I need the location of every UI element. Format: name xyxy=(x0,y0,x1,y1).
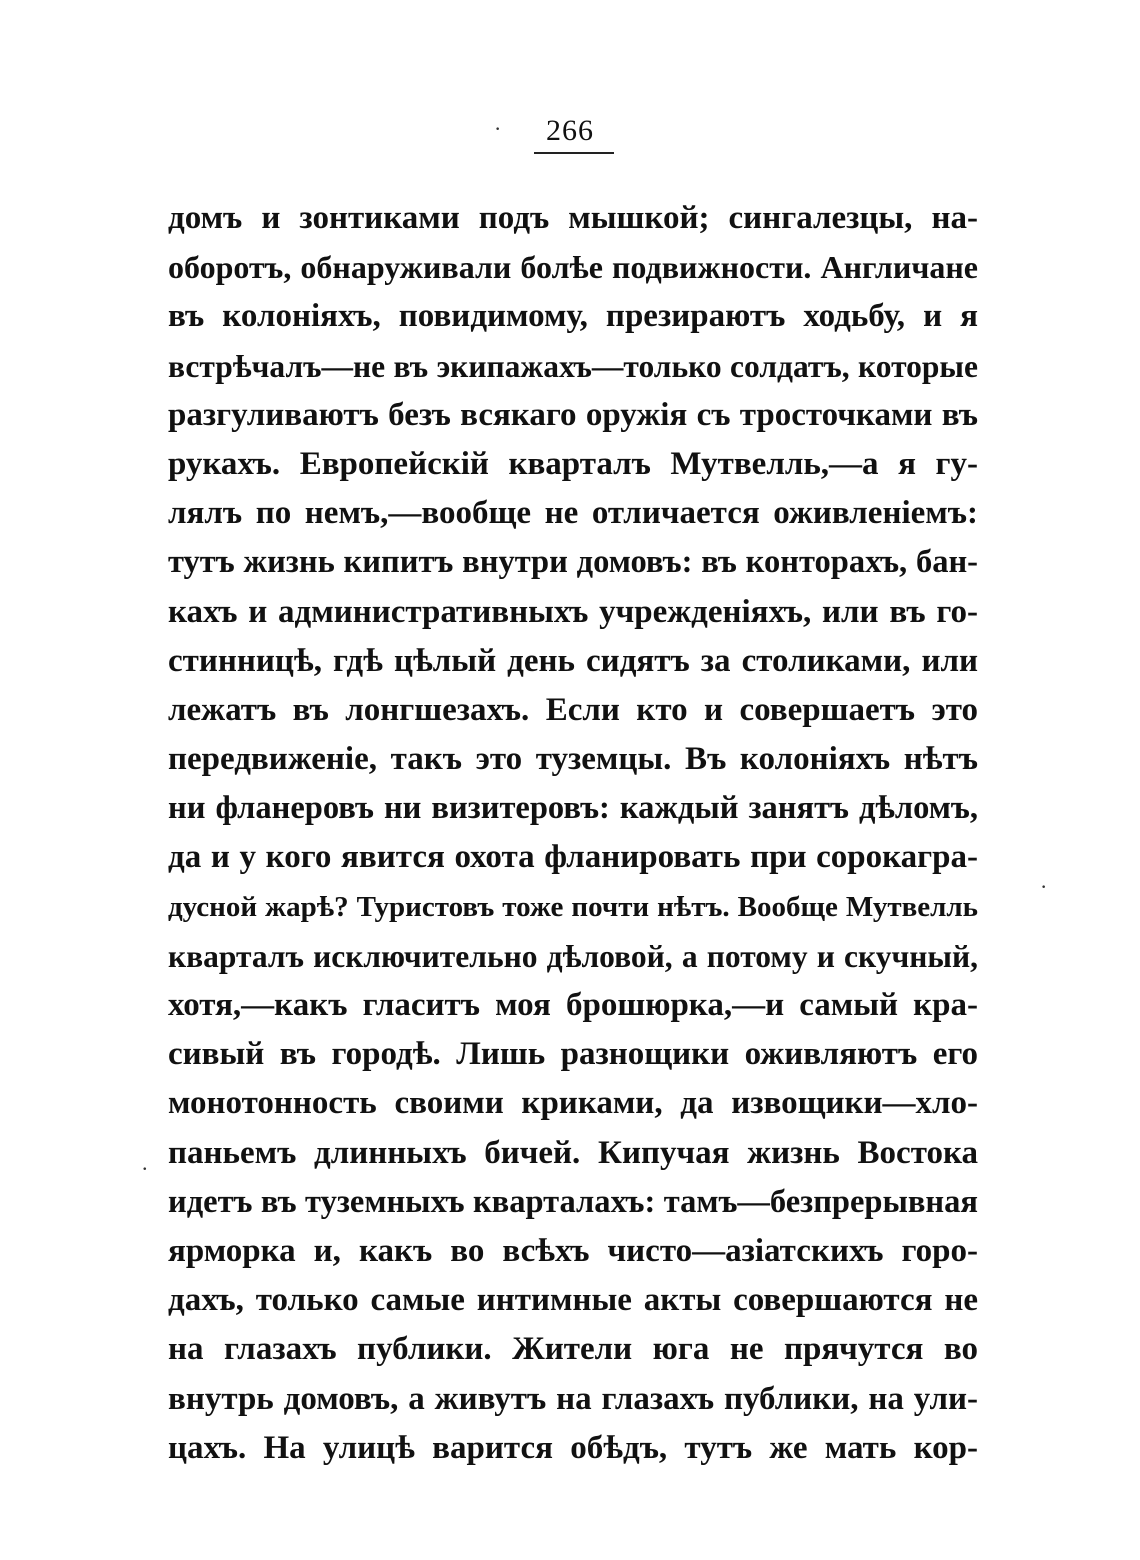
text-line: разгуливаютъ безъ всякаго оружія съ тросточками въ xyxy=(168,396,978,433)
text-line: кварталъ исключительно дѣловой, а потому и скучный, xyxy=(168,938,978,974)
text-line: паньемъ длинныхъ бичей. Кипучая жизнь Востока xyxy=(168,1134,978,1171)
text-line: дахъ, только самые интимные акты совершаются не xyxy=(168,1282,978,1319)
text-line: да и у кого явится охота фланировать при сорокагра- xyxy=(168,839,978,876)
page-number-rule xyxy=(534,152,614,154)
text-line: цахъ. На улицѣ варится обѣдъ, тутъ же мать кор- xyxy=(168,1429,978,1466)
text-line: внутрь домовъ, а живутъ на глазахъ публики, на ули- xyxy=(168,1380,978,1417)
text-line: стинницѣ, гдѣ цѣлый день сидятъ за столиками, или xyxy=(168,642,978,679)
text-line: тутъ жизнь кипитъ внутри домовъ: въ конторахъ, бан- xyxy=(168,544,978,581)
text-line: кахъ и административныхъ учрежденіяхъ, или въ го- xyxy=(168,593,978,630)
text-line: ярморка и, какъ во всѣхъ чисто—азіатскихъ горо- xyxy=(168,1232,978,1269)
scan-speck: · xyxy=(494,116,502,141)
text-line: идетъ въ туземныхъ кварталахъ: тамъ—безпрерывная xyxy=(168,1183,978,1220)
text-line: домъ и зонтиками подъ мышкой; сингалезцы, на- xyxy=(168,200,978,236)
body-text xyxy=(168,194,978,1473)
text-line: лежатъ въ лонгшезахъ. Если кто и совершаетъ это xyxy=(168,691,978,728)
page-number: 266 xyxy=(546,114,594,147)
text-line: монотонность своими криками, да извощики—хло- xyxy=(168,1085,978,1122)
text-line: лялъ по немъ,—вообще не отличается оживленіемъ: xyxy=(168,495,978,532)
text-line: хотя,—какъ гласитъ моя брошюрка,—и самый кра- xyxy=(168,987,978,1023)
text-line: въ колоніяхъ, повидимому, презираютъ ходьбу, и я xyxy=(168,298,978,335)
text-line: сивый въ городѣ. Лишь разнощики оживляютъ его xyxy=(168,1036,978,1073)
scan-speck: · xyxy=(1040,874,1048,899)
scan-speck: . xyxy=(142,1150,148,1175)
text-line: оборотъ, обнаруживали болѣе подвижности. Англичане xyxy=(168,249,978,286)
text-line: ни фланеровъ ни визитеровъ: каждый занятъ дѣломъ, xyxy=(168,790,978,827)
text-line: встрѣчалъ—не въ экипажахъ—только солдатъ, которые xyxy=(168,348,978,384)
text-line: рукахъ. Европейскій кварталъ Мутвелль,—а я гу- xyxy=(168,445,978,482)
text-line: на глазахъ публики. Жители юга не прячутся во xyxy=(168,1331,978,1368)
text-line: дусной жарѣ? Туристовъ тоже почти нѣтъ. Вообще Мутвелль xyxy=(168,890,978,923)
text-line: передвиженіе, такъ это туземцы. Въ колоніяхъ нѣтъ xyxy=(168,741,978,778)
